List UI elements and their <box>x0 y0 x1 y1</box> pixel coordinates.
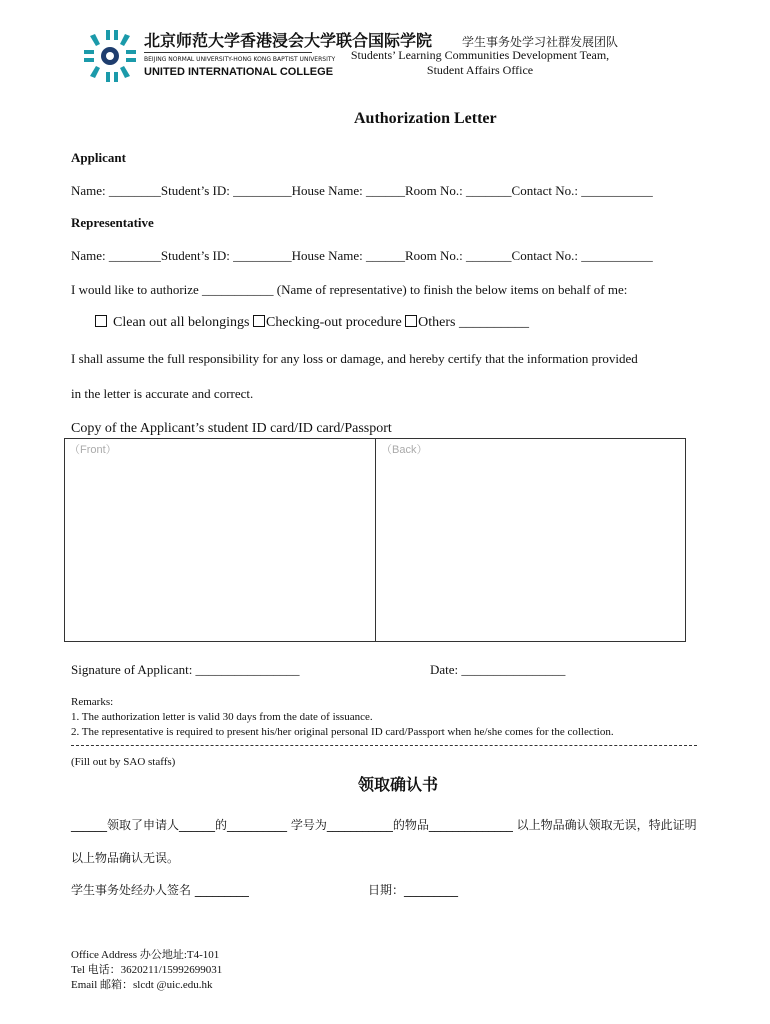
dept-chinese: 学生事务处学习社群发展团队 <box>461 35 618 49</box>
item-checking-out-label: Checking-out procedure <box>265 315 402 330</box>
id-box-divider <box>375 439 376 641</box>
id-copy-title: Copy of the Applicant’s student ID card/ID card/Passport <box>71 421 392 436</box>
authorize-statement: I would like to authorize ___________ (Name of representative) to finish the below items on behalf of me: <box>71 282 628 297</box>
uic-logo <box>80 24 433 84</box>
applicant-heading: Applicant <box>71 150 126 165</box>
date-line: Date: ________________ <box>430 662 566 677</box>
checkbox-others[interactable] <box>405 315 417 327</box>
applicant-signature-line: Signature of Applicant: ________________ <box>71 662 300 677</box>
sao-note: (Fill out by SAO staffs) <box>71 756 176 768</box>
cut-line-divider <box>71 745 697 746</box>
remarks-heading: Remarks: <box>71 696 114 708</box>
uic-emblem-icon <box>80 26 140 86</box>
receipt-date-line: 日期：_________ <box>368 883 459 897</box>
authorized-items <box>95 315 529 331</box>
item-others-label: Others __________ <box>418 315 529 330</box>
office-address: Office Address 办公地址:T4-101 <box>71 949 220 961</box>
remark-1: 1. The authorization letter is valid 30 days from the date of issuance. <box>71 711 373 723</box>
receipt-statement-line1: ______领取了申请人______的__________ 学号为___________的物品______________ 以上物品确认领取无误，特此证明 <box>71 818 697 832</box>
receipt-statement-line2: 以上物品确认无误。 <box>71 851 180 865</box>
logo-english-subtitle: BEIJING NORMAL UNIVERSITY-HONG KONG BAPTIST UNIVERSITY <box>144 56 336 63</box>
checkbox-checking-out[interactable] <box>253 315 265 327</box>
representative-heading: Representative <box>71 215 154 230</box>
dept-english-line1: Students’ Learning Communities Development Team, <box>350 48 610 62</box>
remark-2: 2. The representative is required to present his/her original personal ID card/Passport when he/she comes for the collection. <box>71 726 614 738</box>
responsibility-line2: in the letter is accurate and correct. <box>71 386 254 401</box>
item-clean-out-label: Clean out all belongings <box>113 315 250 330</box>
id-copy-box <box>64 438 686 642</box>
dept-english-line2: Student Affairs Office <box>426 63 534 77</box>
checkbox-clean-out[interactable] <box>95 315 107 327</box>
logo-divider <box>144 52 312 53</box>
office-tel: Tel 电话：3620211/15992699031 <box>71 964 223 976</box>
responsibility-line1: I shall assume the full responsibility for any loss or damage, and hereby certify that the information provided <box>71 351 638 366</box>
front-label: （Front） <box>69 444 117 456</box>
applicant-fields: Name: ________Student’s ID: _________House Name: ______Room No.: _______Contact No.: ___________ <box>71 183 653 198</box>
back-label: （Back） <box>381 444 428 456</box>
page-title: Authorization Letter <box>354 110 497 127</box>
handler-signature-line: 学生事务处经办人签名 _________ <box>71 883 249 897</box>
office-email: Email 邮箱：slcdt @uic.edu.hk <box>71 979 213 991</box>
receipt-title: 领取确认书 <box>358 775 439 794</box>
representative-fields: Name: ________Student’s ID: _________House Name: ______Room No.: _______Contact No.: ___________ <box>71 248 653 263</box>
logo-english-name: UNITED INTERNATIONAL COLLEGE <box>144 66 334 78</box>
logo-chinese-name: 北京师范大学香港浸会大学联合国际学院 <box>144 31 433 50</box>
